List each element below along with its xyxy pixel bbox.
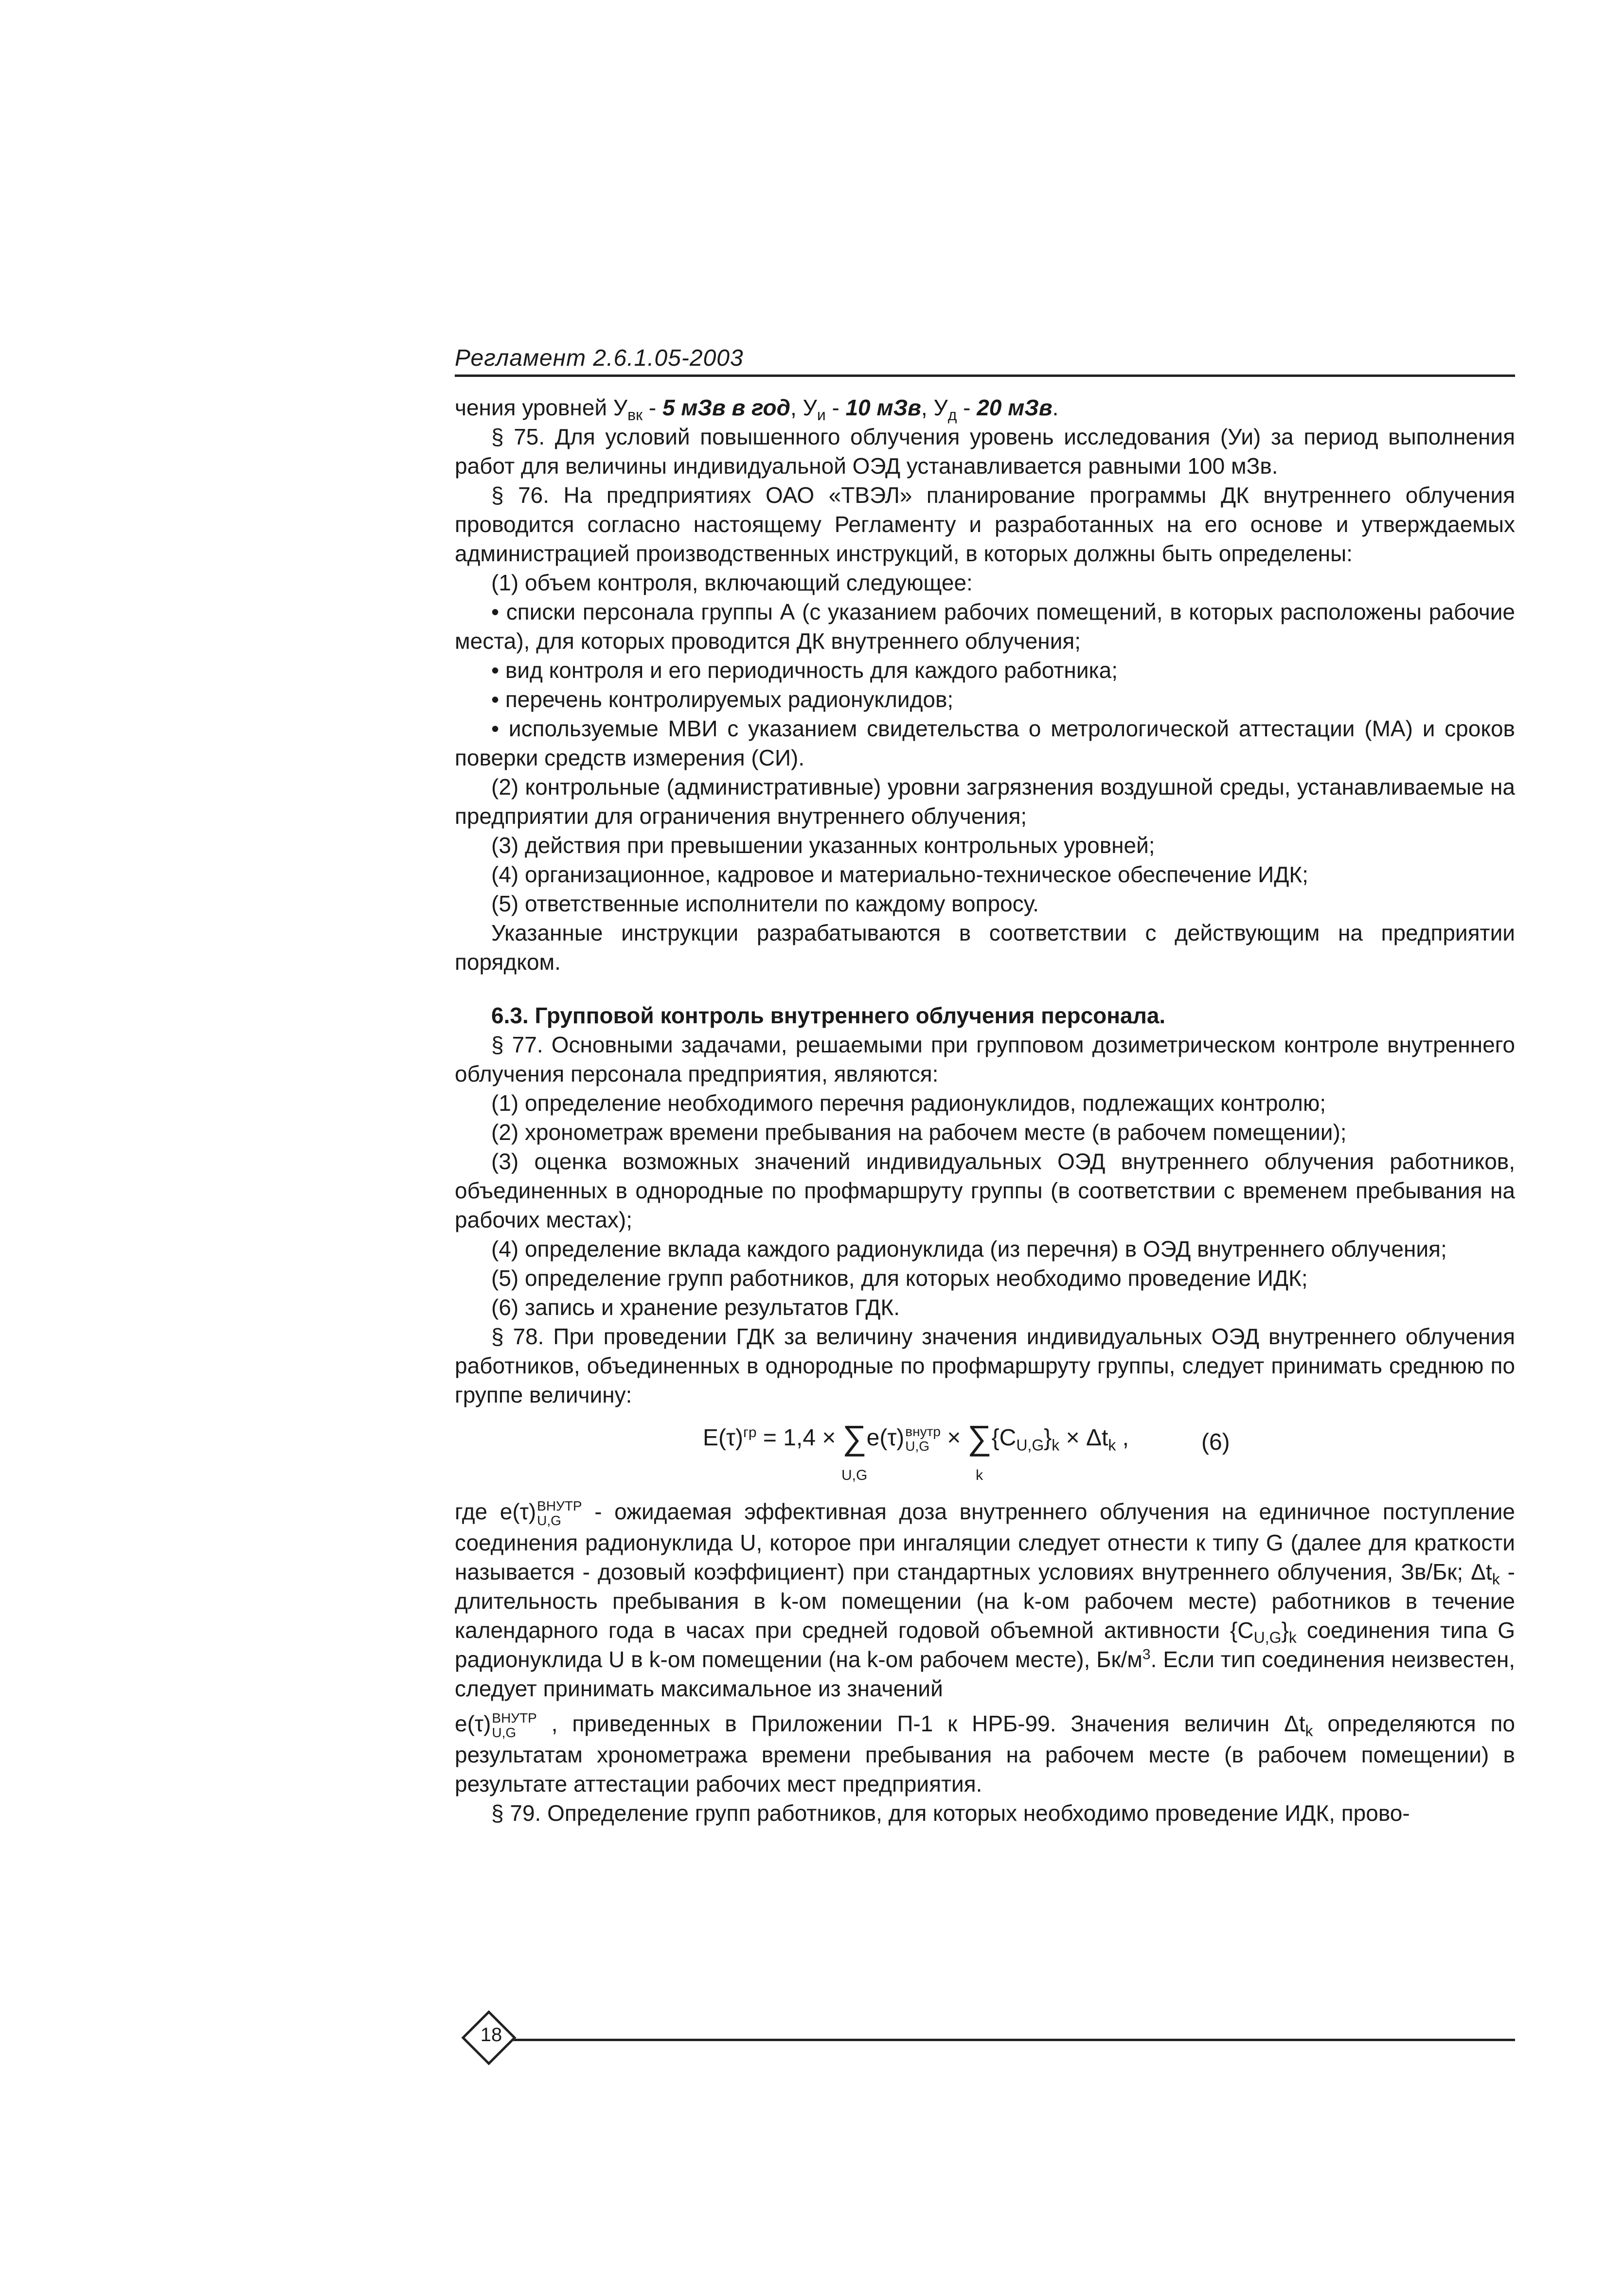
text-run: , приведенных в Приложении П-1 к НРБ-99. Значения величин Δt	[536, 1710, 1305, 1736]
subscript: k	[1305, 1722, 1313, 1740]
paragraph-levels	[455, 393, 1515, 422]
sum-symbol	[967, 1419, 992, 1483]
bullet-item: • используемые МВИ с указанием свидетельства о метрологической аттестации (МА) и сроков поверки средств измерения (СИ).	[455, 716, 1515, 770]
formula-text: ,	[1116, 1425, 1129, 1451]
level-value: 10 мЗв	[845, 395, 921, 420]
text-run: определяются по результатам хронометража времени пребывания на рабочем месте (в рабочем помещении) в результате аттестации рабочих мест предприятия.	[455, 1710, 1516, 1797]
bullet-item: • списки персонала группы А (с указанием рабочих помещений, в которых расположены рабочие места), для которых проводится ДК внутреннего облучения;	[455, 599, 1515, 654]
formula-text: }	[1044, 1425, 1052, 1451]
text-run: соединения типа G радионуклида U в k-ом помещении (на k-ом рабочем месте), Бк/м	[455, 1617, 1515, 1672]
text-run: где e(τ)	[455, 1499, 536, 1524]
task-item: (5) определение групп работников, для которых необходимо проведение ИДК;	[491, 1265, 1308, 1291]
subscript: U,G	[1016, 1436, 1044, 1454]
paragraph-where	[455, 1497, 1515, 1703]
task-item: (3) оценка возможных значений индивидуальных ОЭД внутреннего облучения работников, объединенных в однородные по профмаршруту группы (в соответствии с временем пребывания на рабочих местах);	[455, 1149, 1515, 1232]
task-item: (1) определение необходимого перечня радионуклидов, подлежащих контролю;	[491, 1090, 1326, 1116]
list-item: (4) организационное, кадровое и материально-техническое обеспечение ИДК;	[491, 862, 1308, 887]
text-run: , У	[921, 395, 948, 420]
sum-limit: U,G	[841, 1467, 868, 1483]
sum-symbol	[841, 1419, 868, 1483]
level-value: 5 мЗв в год	[662, 395, 791, 420]
sup-sub-pair	[537, 1499, 582, 1528]
paragraph-79: § 79. Определение групп работников, для которых необходимо проведение ИДК, прово-	[491, 1800, 1410, 1826]
subscript: U,G	[492, 1725, 517, 1740]
text-run: -	[642, 395, 662, 420]
sigma-glyph: ∑	[842, 1419, 867, 1457]
formula-lhs: E(τ)	[703, 1425, 743, 1451]
text-run: e(τ)	[455, 1710, 491, 1736]
subscript: k	[1492, 1570, 1500, 1588]
formula-6	[455, 1414, 1515, 1482]
subscript: k	[1288, 1629, 1297, 1647]
subscript: д	[947, 406, 957, 424]
paragraph-78: § 78. При проведении ГДК за величину значения индивидуальных ОЭД внутреннего облучения работников, объединенных в однородные по профмаршруту группы, следует принимать среднюю по группе величину:	[455, 1324, 1515, 1407]
paragraph-instructions: Указанные инструкции разрабатываются в соответствии с действующим на предприятии порядком.	[455, 920, 1515, 975]
sup-sub-pair	[905, 1424, 941, 1454]
formula-number: (6)	[1201, 1429, 1230, 1455]
text-run: - длительность пребывания в k-ом помещении (на k-ом рабочем месте) работников в течение календарного года в часах при средней годовой объемной активности {C	[455, 1559, 1515, 1643]
superscript: ВНУТР	[537, 1498, 582, 1513]
superscript: гр	[743, 1424, 757, 1441]
formula-text: = 1,4 ×	[756, 1425, 842, 1451]
text-run: .	[1052, 395, 1059, 420]
list-item: (5) ответственные исполнители по каждому вопросу.	[491, 891, 1039, 916]
paragraph-77: § 77. Основными задачами, решаемыми при групповом дозиметрическом контроле внутреннего облучения персонала предприятия, являются:	[455, 1032, 1515, 1086]
task-item: (2) хронометраж времени пребывания на рабочем месте (в рабочем помещении);	[491, 1120, 1347, 1145]
formula-text: {C	[991, 1425, 1017, 1451]
paragraph-76: § 76. На предприятиях ОАО «ТВЭЛ» планирование программы ДК внутреннего облучения проводится согласно настоящему Регламенту и разработанных на его основе и утверждаемых администрацией производственных инструкций, в которых должны быть определены:	[455, 482, 1515, 566]
formula-text: ×	[941, 1425, 967, 1451]
text-run: . Если тип соединения неизвестен, следует принимать максимальное из значений	[455, 1646, 1515, 1701]
formula-text: e(τ)	[866, 1425, 905, 1451]
task-item: (4) определение вклада каждого радионуклида (из перечня) в ОЭД внутреннего облучения;	[491, 1236, 1447, 1262]
paragraph-max-values	[455, 1709, 1515, 1798]
superscript: внутр	[905, 1424, 941, 1440]
list-item: (2) контрольные (административные) уровни загрязнения воздушной среды, устанавливаемые на предприятии для ограничения внутреннего облучения;	[455, 774, 1515, 829]
header-title: Регламент 2.6.1.05-2003	[455, 345, 744, 371]
text-run: , У	[790, 395, 817, 420]
paragraph-75: § 75. Для условий повышенного облучения уровень исследования (Уи) за период выполнения работ для величины индивидуальной ОЭД устанавливается равными 100 мЗв.	[455, 424, 1515, 479]
bullet-item: • перечень контролируемых радионуклидов;	[491, 687, 954, 712]
subscript: k	[1052, 1436, 1060, 1454]
sigma-glyph: ∑	[967, 1419, 992, 1457]
text-run: чения уровней У	[455, 395, 628, 420]
subscript: вк	[627, 406, 643, 424]
list-item: (3) действия при превышении указанных контрольных уровней;	[491, 833, 1155, 858]
text-run: -	[957, 395, 977, 420]
page-number: 18	[480, 2024, 502, 2046]
section-heading: 6.3. Групповой контроль внутреннего облучения персонала.	[491, 1003, 1166, 1028]
running-header	[455, 340, 1515, 377]
subscript: U,G	[537, 1512, 561, 1528]
superscript: 3	[1142, 1646, 1151, 1663]
subscript: U,G	[1253, 1629, 1282, 1647]
list-item: (1) объем контроля, включающий следующее:	[491, 570, 973, 595]
formula-expression	[703, 1419, 1129, 1483]
page-footer	[464, 2004, 1515, 2062]
superscript: ВНУТР	[492, 1710, 537, 1726]
subscript: k	[1108, 1436, 1116, 1454]
subscript: U,G	[905, 1439, 930, 1454]
formula-text: × Δt	[1059, 1425, 1108, 1451]
sum-limit: k	[976, 1467, 983, 1483]
footer-rule	[511, 2039, 1515, 2041]
body-text	[455, 393, 1515, 1828]
text-run: -	[825, 395, 846, 420]
level-value: 20 мЗв	[977, 395, 1053, 420]
sup-sub-pair	[492, 1711, 536, 1740]
task-item: (6) запись и хранение результатов ГДК.	[491, 1295, 900, 1320]
bullet-item: • вид контроля и его периодичность для каждого работника;	[491, 658, 1118, 683]
text-run: - ожидаемая эффективная доза внутреннего облучения на единичное поступление соединения радионуклида U, которое при ингаляции следует отнести к типу G (далее для краткости называется - дозовый коэффициент) при стандартных условиях внутреннего облучения, Зв/Бк; Δt	[455, 1499, 1515, 1584]
subscript: и	[817, 406, 826, 424]
text-run: }	[1281, 1617, 1289, 1643]
